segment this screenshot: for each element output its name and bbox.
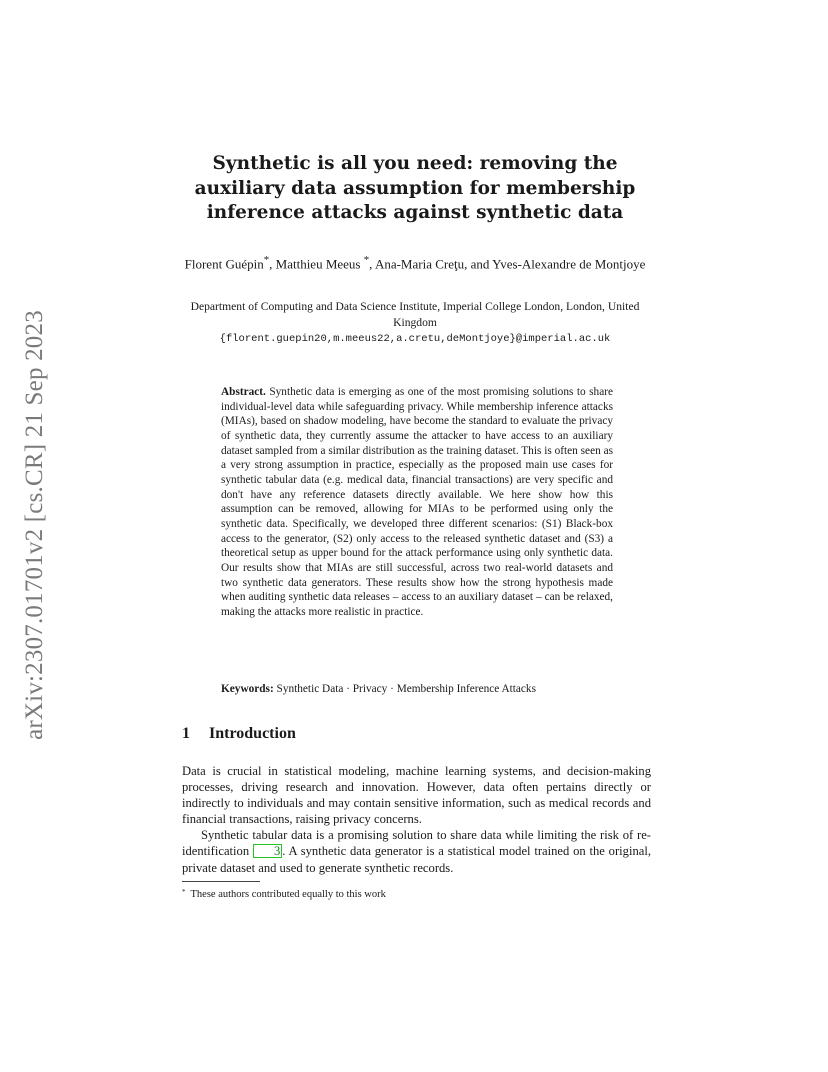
keywords: [221, 682, 613, 696]
footnote: [182, 886, 386, 901]
paragraph: Data is crucial in statistical modeling, machine learning systems, and decision-making processes, driving research and innovation. However, data often pertains directly or indirectly to individuals and may contain sensitive information, such as medical records and financial transactions, raising privacy concerns.: [182, 764, 651, 827]
author-second: , Matthieu Meeus: [269, 256, 364, 272]
footnote-mark: *: [182, 888, 186, 896]
author-remaining: , Ana-Maria Creţu, and Yves-Alexandre de Montjoye: [369, 256, 646, 272]
arxiv-identifier-stamp: [15, 290, 55, 760]
abstract-text: Synthetic data is emerging as one of the most promising solutions to share individual-level data while safeguarding privacy. While membership inference attacks (MIAs), based on shadow modeling, have become the standard to evaluate the privacy of synthetic data, they currently assume the attacker to have access to an auxiliary dataset sampled from a similar distribution as the training dataset. This is often seen as a very strong assumption in practice, especially as the proposed main use cases for synthetic tabular data (e.g. medical data, financial transactions) are very specific and don't have any reference datasets directly available. We here show how this assumption can be removed, allowing for MIAs to be performed using only the synthetic data. Specifically, we developed three different scenarios: (S1) Black-box access to the generator, (S2) only access to the released synthetic dataset and (S3) a theoretical setup as upper bound for the attack performance using only synthetic data. Our results show that MIAs are still successful, across two real-world datasets and two synthetic data generators. These results show how the strong hypothesis made when auditing synthetic data releases – access to an auxiliary dataset – can be relaxed, making the attacks more realistic in practice.: [221, 386, 613, 618]
author-list: [170, 252, 660, 272]
author-first: Florent Guépin: [184, 256, 264, 272]
footnote-divider: [182, 881, 260, 882]
abstract: [221, 385, 613, 620]
keywords-text: Synthetic Data · Privacy · Membership Inference Attacks: [276, 683, 536, 695]
introduction-body: [182, 763, 651, 876]
paragraph: [182, 827, 651, 875]
citation-link[interactable]: 3: [253, 844, 282, 858]
arxiv-identifier-text: arXiv:2307.01701v2 [cs.CR] 21 Sep 2023: [21, 310, 49, 740]
author-emails: {florent.guepin20,m.meeus22,a.cretu,deMontjoye}@imperial.ac.uk: [219, 333, 611, 345]
equal-contribution-mark: *: [363, 254, 370, 266]
paper-title: Synthetic is all you need: removing the auxiliary data assumption for membership inference attacks against synthetic data: [194, 153, 636, 223]
keywords-label: Keywords:: [221, 683, 274, 695]
affiliation-text: Department of Computing and Data Science Institute, Imperial College London, London, United Kingdom: [190, 300, 640, 329]
section-heading: [182, 724, 296, 744]
section-number: 1: [182, 725, 190, 742]
equal-contribution-mark: *: [263, 254, 270, 266]
affiliation-block: [170, 299, 660, 347]
section-title: Introduction: [209, 725, 296, 742]
paragraph-text: . A synthetic data generator is a statistical model trained on the original, private dataset and used to generate synthetic records.: [182, 844, 652, 875]
footnote-text: These authors contributed equally to this work: [190, 889, 386, 900]
paragraph-text: Synthetic tabular data is a promising solution to share data while limiting the risk of re-identification: [182, 828, 651, 859]
abstract-label: Abstract.: [221, 386, 266, 398]
